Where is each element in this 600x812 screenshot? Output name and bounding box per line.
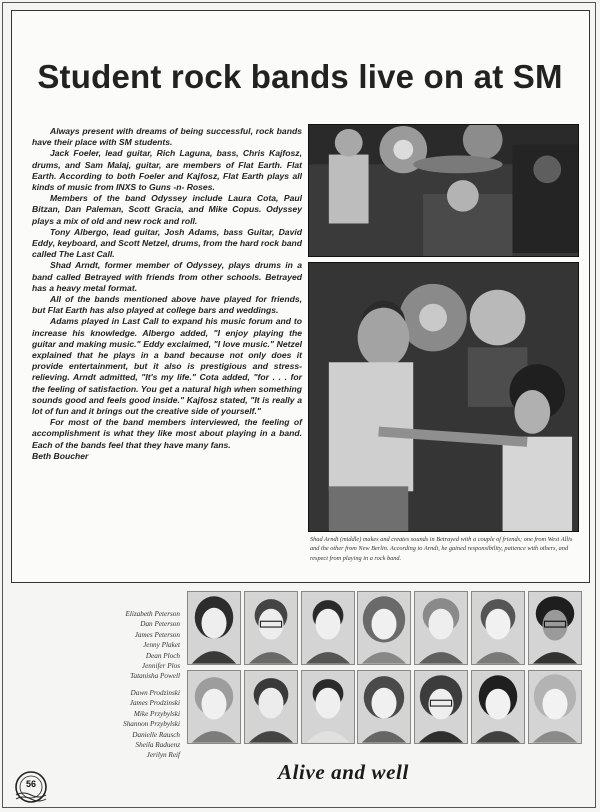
portrait-name: Danielle Rausch <box>132 730 180 739</box>
article-title: Student rock bands live on at SM <box>37 58 563 95</box>
portrait-name: Jenny Plaket <box>143 641 180 650</box>
portrait-photo <box>414 591 468 665</box>
portrait-name: Elizabeth Peterson <box>125 610 180 618</box>
page-number: 56 <box>25 779 36 789</box>
portrait-name: Dean Ploch <box>145 651 180 660</box>
portrait-photo <box>244 670 298 744</box>
portrait-row-2 <box>187 670 582 744</box>
portrait-names-row-1 <box>30 609 180 682</box>
article-paragraph: Always present with dreams of being successful, rock bands have their place with SM students. <box>32 126 302 148</box>
portrait-photo <box>528 670 582 744</box>
portrait-name: Jerilyn Reif <box>146 751 180 760</box>
band-photo-drums <box>308 124 579 257</box>
portrait-photo <box>357 591 411 665</box>
portrait-name: James Peterson <box>134 630 180 639</box>
article-paragraph: Tony Albergo, lead guitar, Josh Adams, bass Guitar, David Eddy, keyboard, and Scott Netzel, drums, from the hard rock band called The Last Call. <box>32 226 302 260</box>
portrait-photo <box>187 670 241 744</box>
article-paragraph: Members of the band Odyssey include Laura Cota, Paul Bitzan, Dan Paleman, Scott Gracia, and Mike Copus. Odyssey plays a mix of old and new rock and roll. <box>32 193 302 226</box>
portrait-photo <box>187 591 241 665</box>
band-photo-group <box>308 262 579 532</box>
portrait-name: James Prodzinski <box>129 699 180 708</box>
portrait-name: Jennifer Plos <box>141 662 180 671</box>
portrait-names-row-2 <box>30 688 180 761</box>
portrait-photo <box>471 670 525 744</box>
portrait-name: Dawn Prodzinski <box>130 689 180 697</box>
article-body <box>32 126 302 462</box>
portrait-photo <box>471 591 525 665</box>
portrait-name: Mike Przybylski <box>133 709 180 718</box>
portrait-name: Shannon Przybylski <box>123 720 180 729</box>
portrait-row-1 <box>187 591 582 665</box>
section-title: Alive and well <box>278 760 409 784</box>
article-paragraph: Jack Foeler, lead guitar, Rich Laguna, bass, Chris Kajfosz, drums, and Sam Malaj, guitar, are members of Flat Earth. Flat Earth. According to both Foeler and Kajfosz, Flat Earth plays all kinds of music from INXS to Guns -n- Roses. <box>32 148 302 193</box>
portrait-photo <box>528 591 582 665</box>
portrait-photo <box>414 670 468 744</box>
portrait-photo <box>301 670 355 744</box>
article-paragraph: All of the bands mentioned above have played for friends, but Flat Earth has also played at college bars and weddings. <box>32 294 302 316</box>
portrait-photo <box>357 670 411 744</box>
photo-caption: Shad Arndt (middle) makes and creates sounds in Betrayed with a couple of friends; one from West Allis and the other from New Berlin. According to Arndt, he gained responsibility, patience with others, and respect from playing in a rock band. <box>310 536 573 562</box>
portrait-name: Dan Peterson <box>140 620 180 629</box>
article-paragraph: Adams played in Last Call to expand his music forum and to increase his knowledge. Albergo added, "I enjoy playing the guitar and making music." Eddy exclaimed, "I love music." Netzel explained that he plays in a band because not only does it provide entertainment, but it also is prestigious and stress-relieving. Arndt admitted, "It's my life." Cota added, "for . . . for the feeling of satisfaction. You get a natural high when something sounds good and feels good inside." Kajfosz stated, "It is really a lot of fun and it brings out the creative side of yourself." <box>32 316 302 417</box>
portrait-name: Sheila Raduenz <box>135 741 180 750</box>
portrait-photo <box>301 591 355 665</box>
article-byline: Beth Boucher <box>32 450 89 461</box>
portrait-name: Tatanisha Powell <box>130 672 180 681</box>
article-paragraph: Shad Arndt, former member of Odyssey, plays drums in a band called Betrayed with friends from other schools. Betrayed has a heavy metal format. <box>32 260 302 293</box>
article-paragraph: For most of the band members interviewed, the feeling of accomplishment is what they like most about playing in a band. Each of the bands feel that they have many fans. <box>32 417 302 450</box>
portrait-photo <box>244 591 298 665</box>
